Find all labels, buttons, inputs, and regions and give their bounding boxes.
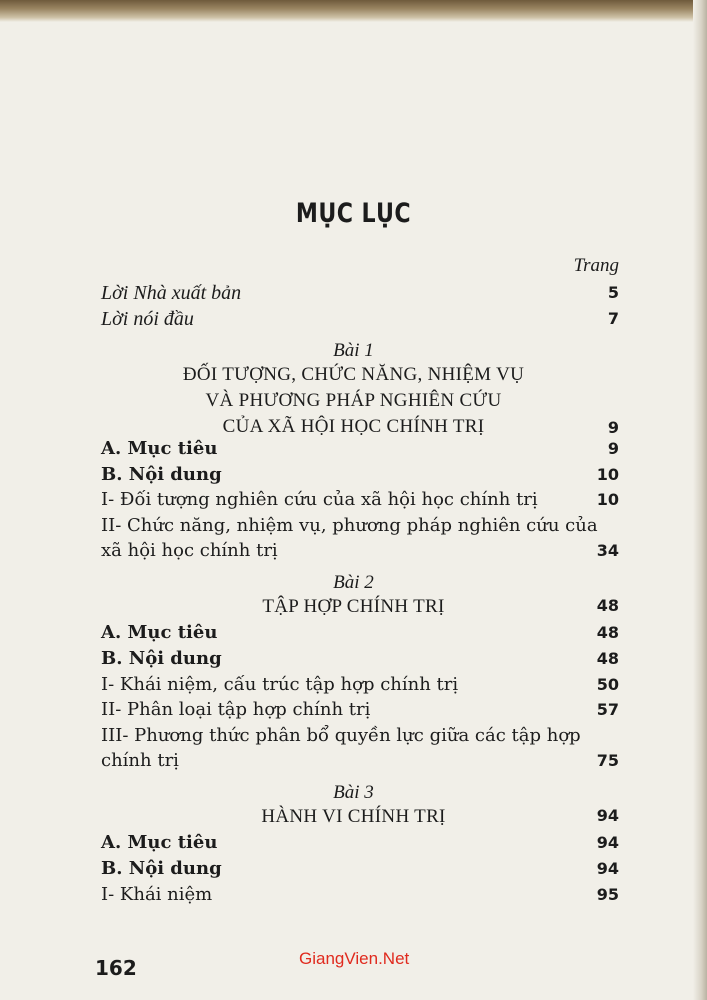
lesson-label: Bài 2 — [333, 572, 374, 593]
toc-entry-page: 9 — [607, 439, 619, 458]
toc-entry-text: II- Phân loại tập hợp chính trị — [101, 699, 371, 720]
toc-entry-page: 48 — [596, 623, 619, 642]
lesson-heading-line: ĐỐI TƯỢNG, CHỨC NĂNG, NHIỆM VỤ — [182, 364, 525, 385]
book-right-edge — [693, 0, 707, 1000]
page-number: 162 — [95, 956, 137, 980]
toc-entry-page: 50 — [596, 675, 619, 694]
toc-entry-text: xã hội học chính trị — [101, 540, 278, 561]
lesson-heading: TẬP HỢP CHÍNH TRỊ — [262, 596, 445, 617]
lesson-label: Bài 1 — [333, 340, 374, 361]
page-column-header: Trang — [573, 255, 619, 276]
toc-entry-text: Lời nói đầu — [101, 308, 194, 330]
lesson-heading-line: CỦA XÃ HỘI HỌC CHÍNH TRỊ — [222, 416, 485, 437]
toc-entry-text: I- Đối tượng nghiên cứu của xã hội học chính trị — [101, 489, 538, 510]
lesson-heading-line: VÀ PHƯƠNG PHÁP NGHIÊN CỨU — [205, 390, 502, 411]
toc-entry-page: 5 — [607, 283, 619, 302]
toc-entry-page: 48 — [596, 649, 619, 668]
toc-entry-page: 95 — [596, 885, 619, 904]
toc-entry-page: 10 — [596, 465, 619, 484]
lesson-heading-page: 48 — [596, 596, 619, 615]
toc-entry-text: Lời Nhà xuất bản — [101, 282, 242, 304]
toc-entry-page: 94 — [596, 833, 619, 852]
toc-entry-page: 7 — [607, 309, 619, 328]
toc-entry-text: B. Nội dung — [101, 858, 222, 879]
lesson-heading: HÀNH VI CHÍNH TRỊ — [261, 806, 446, 827]
toc-entry-text: I- Khái niệm — [101, 884, 213, 905]
toc-entry-text: I- Khái niệm, cấu trúc tập hợp chính trị — [101, 674, 459, 695]
toc-entry-text: II- Chức năng, nhiệm vụ, phương pháp nghiên cứu của — [101, 515, 598, 536]
toc-entry-page: 10 — [596, 490, 619, 509]
toc-entry-text: A. Mục tiêu — [101, 438, 218, 459]
toc-entry-page: 75 — [596, 751, 619, 770]
toc-entry-page: 57 — [596, 700, 619, 719]
watermark: GiangVien.Net — [299, 949, 410, 968]
toc-entry-text: B. Nội dung — [101, 464, 222, 485]
book-top-edge — [0, 0, 707, 22]
toc-entry-page: 94 — [596, 859, 619, 878]
toc-entry-page: 34 — [596, 541, 619, 560]
lesson-heading-page: 9 — [607, 418, 619, 437]
page-title: MỤC LỤC — [295, 198, 412, 229]
lesson-label: Bài 3 — [333, 782, 374, 803]
toc-entry-text: III- Phương thức phân bổ quyền lực giữa các tập hợp — [101, 725, 581, 746]
lesson-heading-page: 94 — [596, 806, 619, 825]
toc-entry-text: A. Mục tiêu — [101, 622, 218, 643]
toc-entry-text: chính trị — [101, 750, 179, 771]
toc-entry-text: B. Nội dung — [101, 648, 222, 669]
toc-entry-text: A. Mục tiêu — [101, 832, 218, 853]
